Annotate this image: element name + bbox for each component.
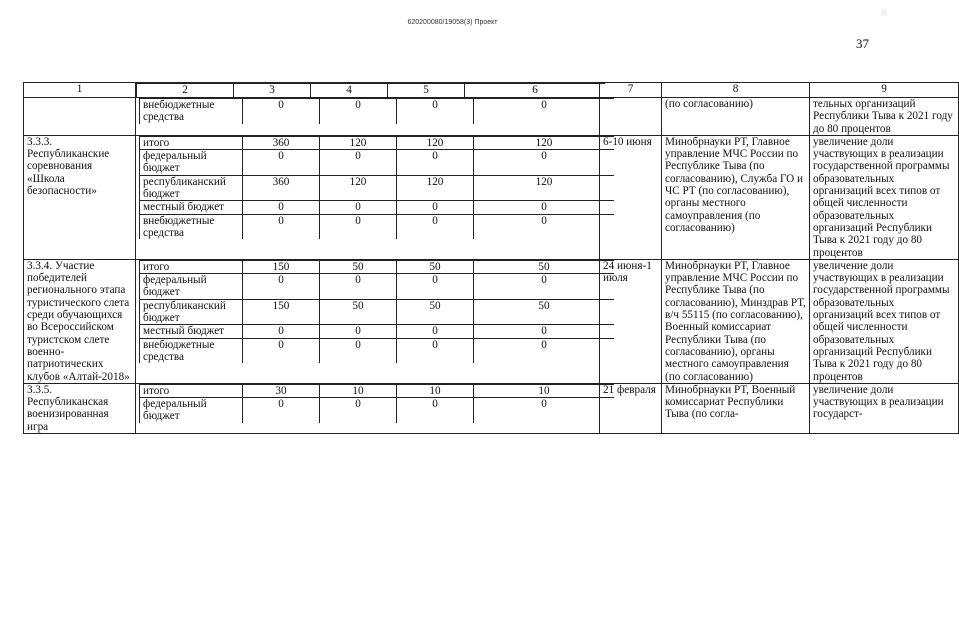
measure-name: [24, 98, 136, 136]
funding-value-v3: 0: [243, 99, 320, 124]
funding-source: федеральный бюджет: [140, 398, 243, 423]
page-number: 37: [856, 36, 869, 51]
col-header-4: 4: [311, 84, 388, 98]
funding-value-v5: 0: [397, 398, 474, 423]
funding-value-v5: 0: [397, 201, 474, 214]
funding-value-v4: 0: [320, 214, 397, 239]
expected-result: тельных организаций Республики Тыва к 2021 году до 80 процентов: [810, 98, 959, 136]
funding-value-v4: 0: [320, 274, 397, 300]
funding-value-v5: 0: [397, 338, 474, 363]
funding-source: внебюджетные средства: [140, 99, 243, 124]
col-header-5: 5: [388, 84, 465, 98]
funding-value-v6: 0: [474, 325, 615, 338]
funding-source: федеральный бюджет: [140, 150, 243, 176]
funding-row: [140, 274, 615, 300]
funding-row: [140, 175, 615, 201]
funding-value-v3: 0: [243, 150, 320, 176]
table-row: [24, 135, 959, 259]
expected-result: увеличение доли участвующих в реализации государст-: [810, 383, 959, 433]
funding-value-v4: 0: [320, 150, 397, 176]
funding-value-v6: 10: [474, 384, 615, 397]
col-header-2: 2: [137, 84, 234, 98]
col-header-1: 1: [24, 83, 136, 98]
col-header-9: 9: [810, 83, 959, 98]
funding-subtable: [139, 260, 614, 363]
funding-value-v3: 150: [243, 299, 320, 325]
funding-value-v6: 120: [474, 175, 615, 201]
funding-subtable: [139, 98, 614, 124]
funding-cell: [136, 383, 600, 433]
funding-value-v3: 0: [243, 274, 320, 300]
measure-name: 3.3.4. Участие победителей регионального этапа туристического слета среди обучающихся во Всероссийском туристском слете военно-патриотических клубов «Алтай-2018»: [24, 259, 136, 383]
funding-value-v5: 0: [397, 274, 474, 300]
expected-result: увеличение доли участвующих в реализации государственной программы образовательных организаций всех типов от общей численности образовательных организаций Республики Тыва к 2021 году до 80 процентов: [810, 259, 959, 383]
col-header-7: 7: [600, 83, 662, 98]
funding-row: [140, 150, 615, 176]
funding-value-v3: 360: [243, 175, 320, 201]
funding-value-v6: 50: [474, 299, 615, 325]
document-id-header: 620200080/19058(3) Проект: [407, 19, 498, 26]
col-header-group: [136, 83, 600, 98]
measure-name: 3.3.5. Республиканская военизированная игра: [24, 383, 136, 433]
funding-source: внебюджетные средства: [140, 214, 243, 239]
funding-value-v4: 50: [320, 299, 397, 325]
funding-value-v4: 0: [320, 99, 397, 124]
funding-source: итого: [140, 136, 243, 149]
funding-value-v5: 50: [397, 260, 474, 273]
expected-result: увеличение доли участвующих в реализации государственной программы образовательных организаций всех типов от общей численности образовательных организаций Республики Тыва к 2021 году до 80 процентов: [810, 135, 959, 259]
corner-mark-icon: ☉: [881, 10, 888, 18]
funding-source: республиканский бюджет: [140, 175, 243, 201]
funding-value-v6: 0: [474, 214, 615, 239]
funding-value-v3: 150: [243, 260, 320, 273]
funding-value-v4: 120: [320, 136, 397, 149]
measure-name: 3.3.3. Республиканские соревнования «Школа безопасности»: [24, 135, 136, 259]
col-header-8: 8: [662, 83, 810, 98]
period: 24 июня-1 июля: [600, 259, 662, 383]
funding-cell: [136, 135, 600, 259]
funding-source: итого: [140, 384, 243, 397]
funding-source: итого: [140, 260, 243, 273]
funding-value-v5: 0: [397, 325, 474, 338]
funding-value-v3: 0: [243, 325, 320, 338]
funding-value-v4: 120: [320, 175, 397, 201]
funding-value-v5: 0: [397, 150, 474, 176]
funding-row: [140, 136, 615, 149]
funding-source: местный бюджет: [140, 325, 243, 338]
table-row: [24, 383, 959, 433]
measures-table: [23, 82, 959, 434]
funding-value-v6: 120: [474, 136, 615, 149]
funding-row: [140, 325, 615, 338]
funding-value-v3: 0: [243, 214, 320, 239]
funding-source: местный бюджет: [140, 201, 243, 214]
funding-value-v5: 120: [397, 175, 474, 201]
funding-value-v5: 10: [397, 384, 474, 397]
table-row: [24, 259, 959, 383]
funding-value-v3: 30: [243, 384, 320, 397]
funding-source: внебюджетные средства: [140, 338, 243, 363]
funding-value-v3: 0: [243, 201, 320, 214]
funding-value-v5: 120: [397, 136, 474, 149]
funding-value-v4: 0: [320, 201, 397, 214]
period: 6-10 июня: [600, 135, 662, 259]
funding-value-v3: 0: [243, 338, 320, 363]
funding-value-v6: 0: [474, 99, 615, 124]
funding-subtable: [139, 384, 614, 423]
funding-value-v4: 0: [320, 398, 397, 423]
funding-row: [140, 201, 615, 214]
funding-cell: [136, 259, 600, 383]
funding-value-v4: 10: [320, 384, 397, 397]
funding-row: [140, 398, 615, 423]
funding-row: [140, 99, 615, 124]
funding-source: республиканский бюджет: [140, 299, 243, 325]
funding-value-v4: 50: [320, 260, 397, 273]
funding-value-v5: 50: [397, 299, 474, 325]
funding-row: [140, 384, 615, 397]
executors: Минобрнауки РТ, Главное управление МЧС России по Республике Тыва (по согласованию), Служба ГО и ЧС РТ (по согласованию), органы местного самоуправления (по согласованию): [662, 135, 810, 259]
header-row: [24, 83, 959, 98]
funding-source: федеральный бюджет: [140, 274, 243, 300]
executors: Минобрнауки РТ, Военный комиссариат Республики Тыва (по согла-: [662, 383, 810, 433]
executors: (по согласованию): [662, 98, 810, 136]
funding-value-v5: 0: [397, 99, 474, 124]
funding-subtable: [139, 136, 614, 239]
funding-value-v4: 0: [320, 325, 397, 338]
funding-value-v3: 0: [243, 398, 320, 423]
funding-value-v5: 0: [397, 214, 474, 239]
funding-cell: [136, 98, 600, 136]
col-header-3: 3: [234, 84, 311, 98]
executors: Минобрнауки РТ, Главное управление МЧС России по Республике Тыва (по согласованию), Минздрав РТ, в/ч 55115 (по согласованию), Военный комиссариат Республики Тыва (по согласованию), органы местного самоуправления (по согласованию): [662, 259, 810, 383]
funding-value-v4: 0: [320, 338, 397, 363]
funding-value-v6: 50: [474, 260, 615, 273]
funding-row: [140, 299, 615, 325]
funding-value-v6: 0: [474, 338, 615, 363]
funding-value-v3: 360: [243, 136, 320, 149]
funding-value-v6: 0: [474, 150, 615, 176]
funding-value-v6: 0: [474, 398, 615, 423]
period: [600, 98, 662, 136]
period: 21 февраля: [600, 383, 662, 433]
funding-value-v6: 0: [474, 201, 615, 214]
funding-row: [140, 214, 615, 239]
funding-value-v6: 0: [474, 274, 615, 300]
funding-row: [140, 260, 615, 273]
col-header-6: 6: [465, 84, 606, 98]
funding-row: [140, 338, 615, 363]
table-row: [24, 98, 959, 136]
